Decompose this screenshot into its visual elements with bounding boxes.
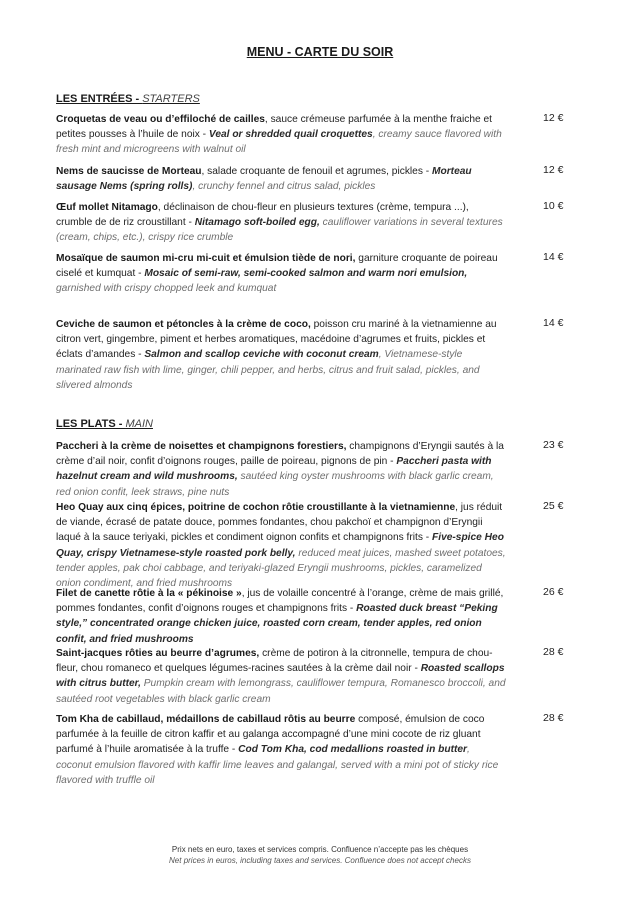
item-name-en: Morteau sausage Nems (spring rolls) bbox=[56, 166, 472, 193]
menu-item bbox=[56, 200, 506, 246]
footer-note bbox=[0, 845, 640, 865]
footer-note-fr: Prix nets en euro, taxes et services compris. Confluence n’accepte pas les chèques bbox=[171, 845, 469, 854]
item-price: 10 € bbox=[543, 200, 564, 212]
item-name-en: Roasted duck breast “Peking style,” concentrated orange chicken juice, roasted corn cream, tender apples, red onion confit, and fried mushrooms bbox=[56, 603, 498, 645]
item-name-fr: Ceviche de saumon et pétoncles à la crème de coco, bbox=[56, 319, 311, 330]
menu-item bbox=[56, 500, 506, 591]
menu-item bbox=[56, 646, 506, 707]
item-desc-en: garnished with crispy chopped leek and kumquat bbox=[56, 283, 277, 295]
item-desc-fr: , jus réduit de viande, écrasé de patate douce, pommes fondantes, chou pakchoï et champignon d’Eryngii laqué à la sauce teriyaki, pickles et condiment oignon confits et champignons frits - bbox=[56, 502, 503, 544]
item-name-fr: Mosaïque de saumon mi-cru mi-cuit et émulsion tiède de nori, bbox=[56, 253, 356, 264]
item-price: 26 € bbox=[543, 586, 564, 598]
menu-item bbox=[56, 317, 506, 393]
item-desc-en: , coconut emulsion flavored with kaffir lime leaves and galangal, served with a mini pot of sticky rice flavored with truffle oil bbox=[56, 744, 499, 786]
item-desc-fr: , sauce crémeuse parfumée à la menthe fraiche et petites pousses à l’huile de noix - bbox=[56, 114, 492, 141]
item-price: 12 € bbox=[543, 164, 564, 176]
item-desc-fr: , déclinaison de chou-fleur en plusieurs textures (crème, tempura ...), crumble de de riz croustillant - bbox=[56, 202, 469, 229]
item-desc-en: sautéed king oyster mushrooms with black garlic cream, red onion confit, leek straws, pine nuts bbox=[56, 471, 494, 498]
menu-item bbox=[56, 164, 506, 194]
item-desc-en: cauliflower variations in several textures (cream, chips, etc.), crispy rice crumble bbox=[56, 217, 503, 244]
item-desc-en: reduced meat juices, mashed sweet potatoes, tender apples, pak choi cabbage, and teriyaki-glazed Eryngii mushrooms, pickles, caramelized onion condiment, and fried mushrooms bbox=[56, 547, 506, 590]
item-desc-fr: , salade croquante de fenouil et agrumes, pickles - bbox=[201, 166, 432, 177]
item-name-fr: Croquetas de veau ou d’effiloché de cailles bbox=[56, 114, 265, 125]
item-desc-en: , Vietnamese-style marinated raw fish with lime, ginger, chili pepper, and herbs, citrus and fruit salad, pickles, and slivered almonds bbox=[56, 349, 480, 391]
item-name-en: Nitamago soft-boiled egg, bbox=[194, 217, 320, 229]
item-price: 28 € bbox=[543, 712, 564, 724]
menu-item bbox=[56, 586, 506, 647]
menu-item bbox=[56, 112, 506, 158]
item-desc-fr: , jus de volaille concentré à l’orange, crème de mais grillé, pommes fondantes, confit d’oignons rouges et champignons frits - bbox=[56, 588, 504, 615]
menu-title: MENU - CARTE DU SOIR bbox=[246, 45, 394, 59]
item-desc-fr: crème de potiron à la citronnelle, tempura de chou-fleur, chou romaneco et quelques légumes-racines sautées à la crème dail noir - bbox=[56, 648, 493, 675]
footer-note-en: Net prices in euros, including taxes and services. Confluence does not accept checks bbox=[169, 856, 471, 865]
item-name-en: Five-spice Heo Quay, crispy Vietnamese-style roasted pork belly, bbox=[56, 532, 504, 559]
item-desc-en: , crunchy fennel and citrus salad, pickles bbox=[192, 181, 376, 193]
menu-item bbox=[56, 712, 506, 788]
item-name-en: Mosaic of semi-raw, semi-cooked salmon and warm nori emulsion, bbox=[144, 268, 468, 280]
item-price: 12 € bbox=[543, 112, 564, 124]
item-price: 14 € bbox=[543, 251, 564, 263]
item-name-en: Paccheri pasta with hazelnut cream and wild mushrooms, bbox=[56, 456, 492, 483]
section-label-fr: LES PLATS - bbox=[56, 418, 126, 430]
section-label-en: MAIN bbox=[125, 418, 153, 430]
item-desc-fr: poisson cru mariné à la vietnamienne au citron vert, gingembre, piment et herbes aromatiques, macédoine d’agrumes et fruits, pickles et éclats d’amandes - bbox=[56, 319, 497, 361]
item-price: 23 € bbox=[543, 439, 564, 451]
item-name-fr: Tom Kha de cabillaud, médaillons de cabillaud rôtis au beurre bbox=[56, 714, 356, 725]
item-desc-fr: composé, émulsion de coco parfumée à la feuille de citron kaffir et au galanga accompagné d’une mini cocote de riz gluant parfumé à l’huile aromatisée à la truffe - bbox=[56, 714, 485, 756]
item-name-fr: Œuf mollet Nitamago bbox=[56, 202, 158, 213]
item-name-fr: Saint-jacques rôties au beurre d’agrumes, bbox=[56, 648, 260, 659]
section-heading-starters bbox=[56, 93, 200, 105]
menu-item bbox=[56, 439, 506, 500]
item-price: 25 € bbox=[543, 500, 564, 512]
item-desc-en: , creamy sauce flavored with fresh mint and microgreens with walnut oil bbox=[56, 129, 502, 156]
item-desc-fr: champignons d’Eryngii sautés à la crème d’ail noir, confit d’oignons rouges, paille de poireau, pignons de pin - bbox=[56, 441, 504, 468]
item-name-fr: Nems de saucisse de Morteau bbox=[56, 166, 202, 177]
item-name-fr: Filet de canette rôtie à la « pékinoise » bbox=[56, 588, 242, 599]
section-label-fr: LES ENTRÉES - bbox=[56, 93, 143, 105]
item-name-fr: Heo Quay aux cinq épices, poitrine de cochon rôtie croustillante à la vietnamienne bbox=[56, 502, 456, 513]
item-name-en: Roasted scallops with citrus butter, bbox=[56, 663, 505, 690]
item-price: 14 € bbox=[543, 317, 564, 329]
section-heading-main bbox=[56, 418, 153, 430]
section-label-en: STARTERS bbox=[142, 93, 200, 105]
item-desc-en: Pumpkin cream with lemongrass, cauliflower tempura, Romanesco broccoli, and sautéed root vegetables with black garlic cream bbox=[56, 678, 506, 705]
item-name-en: Cod Tom Kha, cod medallions roasted in butter bbox=[238, 744, 468, 756]
menu-item bbox=[56, 251, 506, 297]
item-name-en: Salmon and scallop ceviche with coconut cream bbox=[144, 349, 379, 361]
item-name-fr: Paccheri à la crème de noisettes et champignons forestiers, bbox=[56, 441, 347, 452]
item-price: 28 € bbox=[543, 646, 564, 658]
item-desc-fr: garniture croquante de poireau ciselé et kumquat - bbox=[56, 253, 498, 280]
item-name-en: Veal or shredded quail croquettes bbox=[208, 129, 373, 141]
